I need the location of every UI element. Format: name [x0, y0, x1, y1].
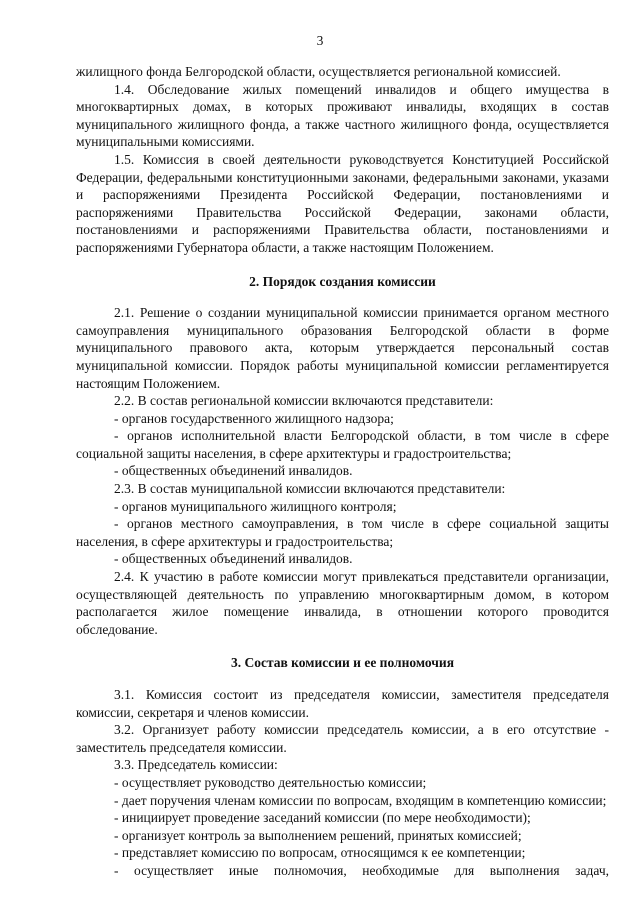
paragraph: 2.2. В состав региональной комиссии включаются представители:: [114, 393, 494, 409]
paragraph: 1.4. Обследование жилых помещений инвалидов и общего имущества в многоквартирных домах, в которых проживают инвалиды, входящих в состав муниципального жилищного фонда, а также частного жилищного фонда, осуществляется муниципальными комиссиями.: [76, 81, 609, 150]
paragraph: жилищного фонда Белгородской области, осуществляется региональной комиссией.: [76, 64, 561, 79]
paragraph: - дает поручения членам комиссии по вопросам, входящим в компетенцию комиссии;: [114, 792, 607, 808]
section-3-heading: 3. Состав комиссии и ее полномочия: [230, 655, 454, 671]
paragraph: - органов исполнительной власти Белгородской области, в том числе в сфере социальной защиты населения, в сфере архитектуры и градостроительства;: [76, 428, 609, 461]
document-body: [76, 63, 609, 880]
section-2-body: [76, 304, 609, 638]
paragraph: - органов муниципального жилищного контроля;: [114, 498, 397, 514]
paragraph: 3.1. Комиссия состоит из председателя комиссии, заместителя председателя комиссии, секретаря и членов комиссии.: [76, 687, 609, 720]
paragraph: - осуществляет иные полномочия, необходимые для выполнения задач,: [114, 862, 609, 878]
paragraph: 1.5. Комиссия в своей деятельности руководствуется Конституцией Российской Федерации, федеральными конституционными законами, федеральными законами, указами и распоряжениями Президента Российской Федерации, постановлениями и распоряжениями Правительства Российской Федерации, законами области, постановлениями и распоряжениями Правительства области, постановлениями и распоряжениями Губернатора области, а также настоящим Положением.: [76, 151, 609, 255]
section-3-body: [76, 686, 609, 880]
paragraph: - осуществляет руководство деятельностью комиссии;: [114, 774, 427, 790]
paragraph: - организует контроль за выполнением решений, принятых комиссией;: [114, 827, 522, 843]
paragraph: - общественных объединений инвалидов.: [114, 551, 353, 567]
paragraph: - инициирует проведение заседаний комиссии (по мере необходимости);: [114, 810, 531, 826]
paragraph: - органов местного самоуправления, в том числе в сфере социальной защиты населения, в сфере архитектуры и градостроительства;: [76, 516, 609, 549]
paragraph: 2.3. В состав муниципальной комиссии включаются представители:: [114, 481, 506, 497]
paragraph: 2.4. К участию в работе комиссии могут привлекаться представители организации, осуществляющей деятельность по управлению многоквартирным домом, в котором располагается жилое помещение инвалида, в отношении которого проводится обследование.: [76, 569, 609, 637]
paragraph: - представляет комиссию по вопросам, относящимся к ее компетенции;: [114, 845, 526, 861]
paragraph: - органов государственного жилищного надзора;: [114, 410, 394, 426]
page-number: 3: [316, 33, 324, 48]
paragraph: 3.3. Председатель комиссии:: [114, 757, 278, 773]
intro-paragraphs: [76, 63, 609, 257]
section-2-heading: 2. Порядок создания комиссии: [249, 273, 436, 289]
paragraph: 2.1. Решение о создании муниципальной комиссии принимается органом местного самоуправления муниципального образования Белгородской области в форме муниципального правового акта, которым утверждается персональный состав муниципальной комиссии. Порядок работы муниципальной комиссии регламентируется настоящим Положением.: [76, 305, 609, 391]
paragraph: - общественных объединений инвалидов.: [114, 463, 353, 479]
paragraph: 3.2. Организует работу комиссии председатель комиссии, а в его отсутствие - заместитель председателя комиссии.: [76, 722, 609, 755]
